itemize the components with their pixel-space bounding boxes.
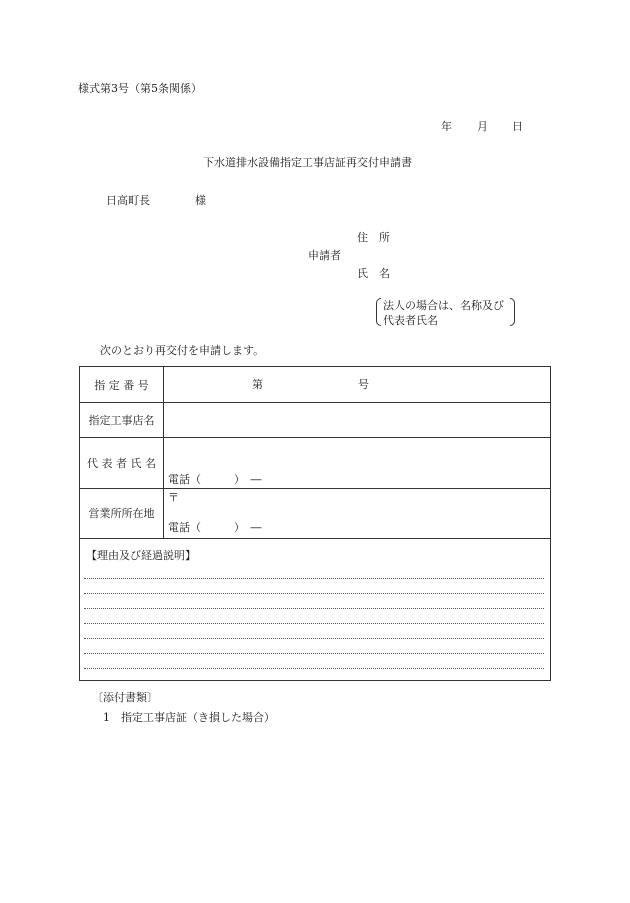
shop-name-label: 指定工事店名 [88, 413, 155, 427]
attachments-heading: 〔添付書類〕 [92, 691, 158, 704]
address-label: 住 所 [357, 231, 390, 244]
representative-phone: 電話（ ） ― [168, 473, 262, 486]
reason-section [80, 538, 550, 680]
attachment-item-number: 1 [103, 711, 110, 724]
representative-label-cell [80, 437, 164, 488]
form-reference: 様式第3号（第5条関係） [78, 82, 202, 95]
date-month-label: 月 [477, 120, 488, 133]
corporate-note-line2: 代表者氏名 [383, 314, 438, 327]
date-year-label: 年 [441, 120, 452, 133]
date-day-label: 日 [512, 120, 523, 133]
postal-mark: 〒 [168, 491, 179, 504]
shop-name-row [80, 402, 550, 438]
document-title: 下水道排水設備指定工事店証再交付申請書 [203, 156, 412, 169]
shop-name-label-cell [80, 402, 164, 437]
applicant-role: 申請者 [308, 249, 341, 262]
office-phone: 電話（ ） ― [168, 521, 262, 534]
right-bracket [510, 298, 515, 326]
reason-line [84, 578, 544, 579]
intro-text: 次のとおり再交付を申請します。 [100, 344, 265, 357]
application-form-table [79, 366, 551, 681]
representative-row [80, 437, 550, 489]
left-bracket [376, 298, 381, 326]
designation-number-label: 指 定 番 号 [94, 378, 149, 392]
designation-number-label-cell [80, 367, 164, 402]
addressee-honorific: 様 [195, 194, 206, 207]
attachment-item-text: 指定工事店証（き損した場合） [121, 711, 275, 724]
designation-number-row [80, 367, 550, 403]
reason-line [84, 593, 544, 594]
reason-line [84, 653, 544, 654]
office-address-row [80, 488, 550, 539]
corporate-note-line1: 法人の場合は、名称及び [383, 299, 504, 312]
reason-line [84, 623, 544, 624]
reason-label: 【理由及び経過説明】 [86, 549, 196, 562]
reason-line [84, 638, 544, 639]
reason-line [84, 668, 544, 669]
name-label: 氏 名 [357, 267, 390, 280]
office-address-label: 営業所所在地 [88, 507, 155, 520]
addressee-name: 日高町長 [106, 194, 150, 207]
designation-suffix: 号 [358, 378, 369, 391]
reason-line [84, 608, 544, 609]
designation-prefix: 第 [252, 378, 263, 391]
representative-label: 代 表 者 氏 名 [87, 456, 156, 470]
office-address-label-cell [80, 488, 164, 538]
